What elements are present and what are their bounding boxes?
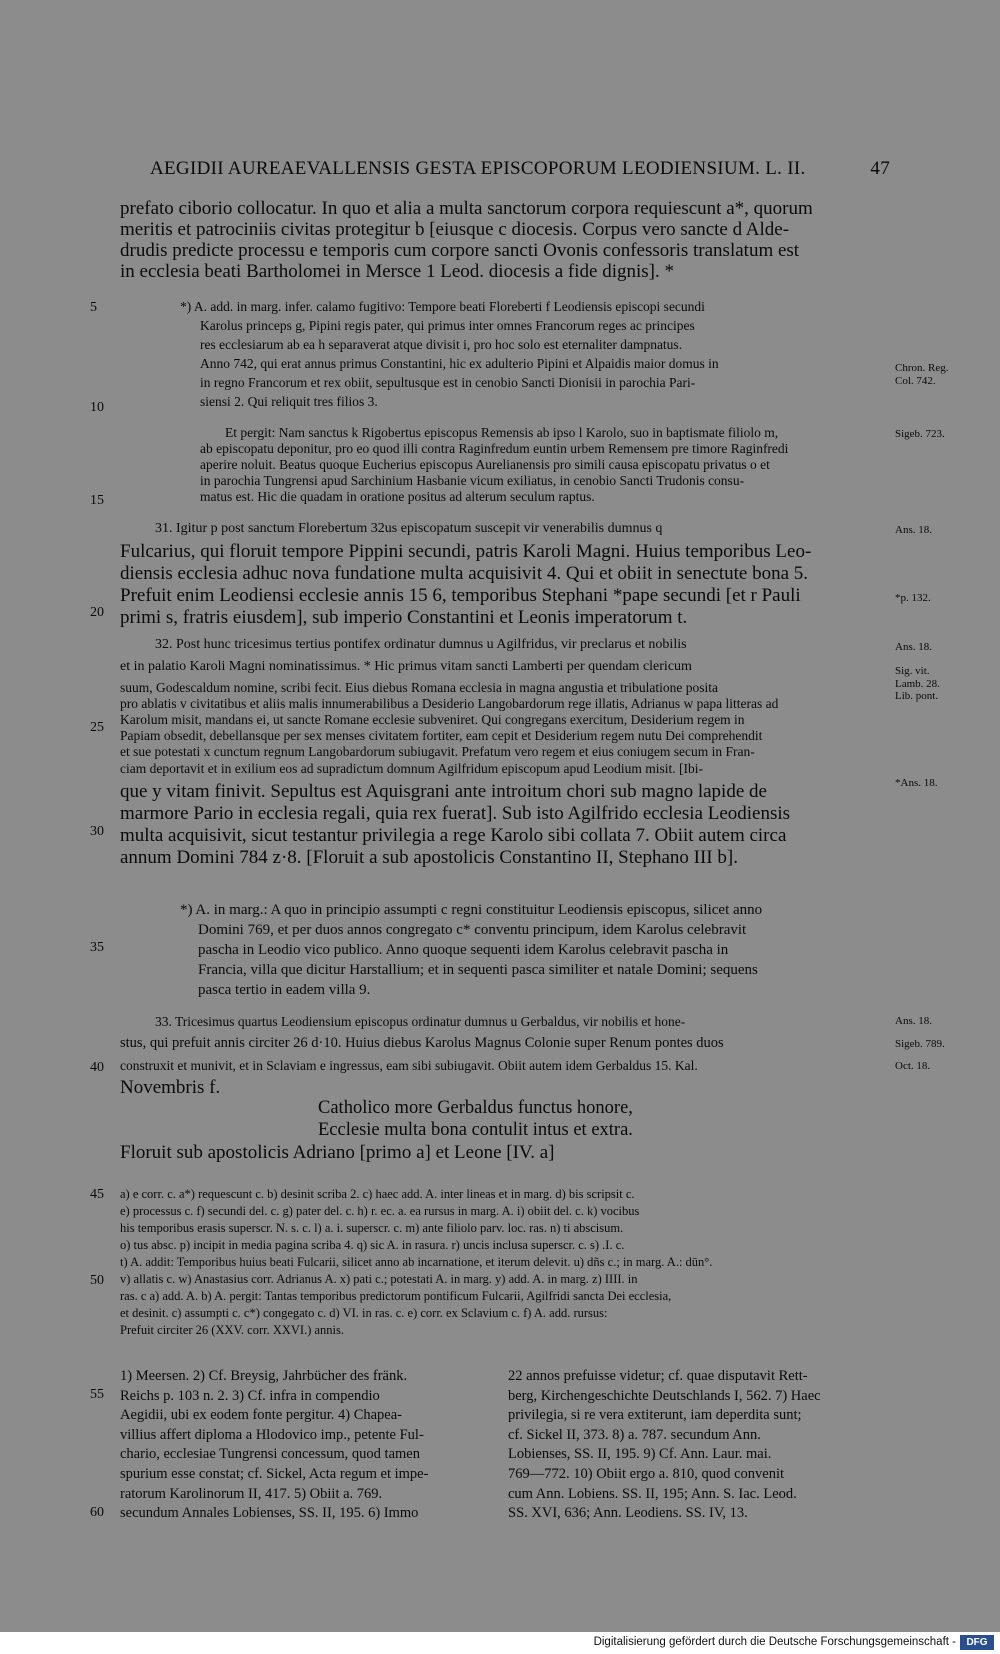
marginal-note: Chron. Reg. bbox=[895, 362, 949, 374]
text-line: primi s, fratris eiusdem], sub imperio Constantini et Leonis imperatorum t. bbox=[120, 607, 688, 628]
verse-line: Catholico more Gerbaldus functus honore, bbox=[318, 1098, 633, 1118]
marginal-note: Oct. 18. bbox=[895, 1060, 931, 1072]
ref-line: chario, ecclesiae Tungrensi concessum, quod tamen bbox=[120, 1446, 420, 1463]
text-line: construxit et munivit, et in Sclaviam e ingressus, eam sibi subiugavit. Obiit autem idem Gerbaldus 15. Kal. bbox=[120, 1058, 698, 1073]
line-number: 25 bbox=[90, 720, 104, 735]
note-line: *) A. in marg.: A quo in principio assumpti c regni constituitur Leodiensis episcopus, silicet anno bbox=[180, 902, 763, 918]
marginal-note: Sigeb. 789. bbox=[895, 1038, 945, 1050]
line-number: 35 bbox=[90, 940, 104, 955]
text-line: stus, qui prefuit annis circiter 26 d·10. Huius diebus Karolus Magnus Colonie super Renum pontes duos bbox=[120, 1035, 724, 1051]
line-number: 50 bbox=[90, 1273, 104, 1288]
text-line: pro ablatis v civitatibus et aliis malis innumerabilibus a Desiderio Langobardorum rege illatis, Adrianus w papa litteras ad bbox=[120, 696, 779, 711]
apparatus-line: Prefuit circiter 26 (XXV. corr. XXVI.) annis. bbox=[120, 1323, 345, 1337]
text-line: et in palatio Karoli Magni nominatissimus. * Hic primus vitam sancti Lamberti per quendam clericum bbox=[120, 659, 692, 674]
marginal-note: *p. 132. bbox=[895, 592, 931, 604]
line-number: 10 bbox=[90, 400, 104, 415]
line-number: 40 bbox=[90, 1060, 104, 1075]
text-line: 31. Igitur p post sanctum Florebertum 32us episcopatum suscepit vir venerabilis dumnus q bbox=[155, 521, 663, 536]
note-line: pasca tertio in eadem villa 9. bbox=[198, 982, 371, 998]
text-line: multa acquisivit, sicut testantur privilegia a rege Karolo sibi collata 7. Obiit autem circa bbox=[120, 825, 787, 846]
text-line: suum, Godescaldum nomine, scribi fecit. Eius diebus Romana ecclesia in magna angustia et tribulatione posita bbox=[120, 680, 718, 695]
apparatus-line: t) A. addit: Temporibus huius beati Fulcarii, silicet anno ab incarnatione, et iterum delevit. u) dñs c.; in marg. A.: dūn°. bbox=[120, 1255, 713, 1269]
note-line: in parochia Tungrensi apud Sarchinium Hasbanie vicum exiliatus, in cenobio Sancti Trudonis consu- bbox=[200, 473, 745, 488]
note-line: Karolus princeps g, Pipini regis pater, qui primus inter omnes Francorum reges ac principes bbox=[200, 318, 695, 333]
line-number: 30 bbox=[90, 824, 104, 839]
ref-line: villius affert diploma a Hlodovico imp., petente Ful- bbox=[120, 1426, 424, 1443]
note-line: in regno Francorum et rex obiit, sepultusque est in cenobio Sancti Dionisii in parochia Pari- bbox=[200, 375, 696, 390]
ref-line: 769—772. 10) Obiit ergo a. 810, quod convenit bbox=[508, 1465, 785, 1482]
note-line: Domini 769, et per duos annos congregato c* conventu principum, idem Karolus celebravit bbox=[198, 922, 747, 938]
line-number: 20 bbox=[90, 605, 104, 620]
note-line: matus est. Hic die quadam in oratione positus ad alterum seculum raptus. bbox=[200, 489, 595, 504]
marginal-note: Sigeb. 723. bbox=[895, 428, 945, 440]
line-number: 5 bbox=[90, 300, 97, 315]
verse-line: Ecclesie multa bona contulit intus et extra. bbox=[318, 1120, 633, 1140]
marginal-note: *Ans. 18. bbox=[895, 777, 938, 789]
marginal-note: Sig. vit. bbox=[895, 665, 930, 677]
ref-line: secundum Annales Lobienses, SS. II, 195. 6) Immo bbox=[120, 1505, 419, 1522]
ref-line: cum Ann. Lobiens. SS. II, 195; Ann. S. Iac. Leod. bbox=[508, 1485, 797, 1502]
line-number: 45 bbox=[90, 1187, 104, 1202]
apparatus-line: a) e corr. c. a*) requescunt c. b) desinit scriba 2. c) haec add. A. inter lineas et in marg. d) bis scripsit c. bbox=[120, 1187, 635, 1201]
ref-line: spurium esse constat; cf. Sickel, Acta regum et impe- bbox=[120, 1465, 429, 1482]
digitization-footer bbox=[0, 1632, 1000, 1654]
line-number: 60 bbox=[90, 1505, 104, 1520]
ref-line: SS. XVI, 636; Ann. Leodiens. SS. IV, 13. bbox=[508, 1505, 748, 1522]
line-number: 55 bbox=[90, 1387, 104, 1402]
apparatus-line: o) tus absc. p) incipit in media pagina scriba 4. q) sic A. in rasura. r) uncis inclusa superscr. c. s) .I. c. bbox=[120, 1238, 625, 1252]
apparatus-line: et desinit. c) assumpti c. c*) congegato c. d) VI. in ras. c. e) corr. ex Sclavium c. f) A. add. rursus: bbox=[120, 1306, 608, 1320]
note-line: aperire noluit. Beatus quoque Eucherius episcopus Aurelianensis pro simili causa episcopatu privatus o et bbox=[200, 457, 770, 472]
ref-line: Lobienses, SS. II, 195. 9) Cf. Ann. Laur. mai. bbox=[508, 1446, 772, 1463]
ref-line: privilegia, si re vera extiterunt, iam deperdita sunt; bbox=[508, 1407, 802, 1424]
marginal-note: Ans. 18. bbox=[895, 1015, 932, 1027]
line-number: 15 bbox=[90, 493, 104, 508]
running-header bbox=[150, 158, 890, 180]
text-line: ciam deportavit et in exilium eos ad supradictum domnum Agilfridum episcopum apud Leodium misit. [Ibi- bbox=[120, 761, 704, 776]
ref-line: Reichs p. 103 n. 2. 3) Cf. infra in compendio bbox=[120, 1387, 380, 1404]
marginal-note: Ans. 18. bbox=[895, 524, 932, 536]
note-line: Et pergit: Nam sanctus k Rigobertus episcopus Remensis ab ipso l Karolo, suo in baptismate filiolo m, bbox=[225, 425, 779, 440]
note-line: *) A. add. in marg. infer. calamo fugitivo: Tempore beati Floreberti f Leodiensis episcopi secundi bbox=[180, 299, 705, 314]
ref-line: 22 annos prefuisse videtur; cf. quae disputavit Rett- bbox=[508, 1368, 808, 1384]
text-line: 33. Tricesimus quartus Leodiensium episcopus ordinatur dumnus u Gerbaldus, vir nobilis et hone- bbox=[155, 1014, 686, 1029]
text-line: Karolum misit, mandans ei, ut sancte Romane ecclesie subveniret. Qui congregans exercitum, Desiderium regem in bbox=[120, 712, 745, 727]
note-line: res ecclesiarum ab ea h separaverat atque divisit i, pro hoc solo est eternaliter dampnatus. bbox=[200, 337, 683, 352]
dfg-logo: DFG bbox=[960, 1635, 994, 1650]
text-line: Papiam obsedit, debellansque per sex menses civitatem fortiter, eam cepit et Desiderium regem nutu Dei comprehendit bbox=[120, 728, 763, 743]
running-title: AEGIDII AUREAEVALLENSIS GESTA EPISCOPORUM LEODIENSIUM. L. II. bbox=[150, 158, 806, 179]
note-line: ab episcopatu deponitur, pro eo quod illi contra Raginfredum euntin urbem Remensem pre timore Raginfredi bbox=[200, 441, 789, 456]
text-line: Floruit sub apostolicis Adriano [primo a] et Leone [IV. a] bbox=[120, 1142, 555, 1163]
apparatus-line: e) processus c. f) secundi del. c. g) pater del. c. h) r. ec. a. ea rursus in marg. A. i) obiit del. c. k) vocibus bbox=[120, 1204, 640, 1218]
apparatus-line: ras. c a) add. A. b) A. pergit: Tantas temporibus predictorum pontificum Fulcarii, Agilfridi sancta Dei ecclesia, bbox=[120, 1289, 672, 1303]
ref-line: cf. Sickel II, 373. 8) a. 787. secundum Ann. bbox=[508, 1426, 761, 1443]
text-line: Novembris f. bbox=[120, 1077, 221, 1098]
ref-line: ratorum Karolinorum II, 417. 5) Obiit a. 769. bbox=[120, 1485, 383, 1502]
text-line: diensis ecclesia adhuc nova fundatione multa acquisivit 4. Qui et obiit in senectute bona 5. bbox=[120, 563, 809, 584]
note-line: Anno 742, qui erat annus primus Constantini, hic ex adulterio Pipini et Alpaidis maior domus in bbox=[200, 356, 719, 371]
text-line: meritis et patrociniis civitas protegitur b [eiusque c diocesis. Corpus vero sancte d Alde- bbox=[120, 219, 790, 240]
references-left-column bbox=[120, 1367, 500, 1524]
text-line: Fulcarius, qui floruit tempore Pippini secundi, patris Karoli Magni. Huius temporibus Leo- bbox=[120, 541, 812, 562]
text-line: et sue potestati x cunctum regnum Langobardorum subiugavit. Prefatum vero regem et eius coniugem secum in Fran- bbox=[120, 744, 755, 759]
text-line: 32. Post hunc tricesimus tertius pontifex ordinatur dumnus u Agilfridus, vir preclarus et nobilis bbox=[155, 637, 687, 652]
apparatus-line: v) allatis c. w) Anastasius corr. Adrianus A. x) pati c.; potestati A. in marg. y) add. A. in marg. z) IIII. in bbox=[120, 1272, 638, 1286]
ref-line: 1) Meersen. 2) Cf. Breysig, Jahrbücher des fränk. bbox=[120, 1368, 408, 1384]
text-line: drudis predicte processu e temporis cum corpore sancti Ovonis confessoris translatum est bbox=[120, 240, 800, 261]
ref-line: berg, Kirchengeschichte Deutschlands I, 562. 7) Haec bbox=[508, 1387, 821, 1404]
text-line: que y vitam finivit. Sepultus est Aquisgrani ante introitum chori sub magno lapide de bbox=[120, 781, 767, 802]
text-line: annum Domini 784 z·8. [Floruit a sub apostolicis Constantino II, Stephano III b]. bbox=[120, 847, 738, 868]
text-line: in ecclesia beati Bartholomei in Mersce 1 Leod. diocesis a fide dignis]. * bbox=[120, 261, 674, 282]
ref-line: Aegidii, ubi ex eodem fonte pergitur. 4) Chapea- bbox=[120, 1407, 402, 1424]
references-right-column bbox=[508, 1367, 888, 1524]
marginal-note: Lib. pont. bbox=[895, 690, 939, 702]
marginal-note: Col. 742. bbox=[895, 375, 936, 387]
text-line: Prefuit enim Leodiensi ecclesie annis 15 6, temporibus Stephani *pape secundi [et r Pauli bbox=[120, 585, 801, 606]
page-number: 47 bbox=[870, 158, 890, 179]
note-line: Francia, villa que dicitur Harstallium; et in sequenti pasca similiter et natale Domini; sequens bbox=[198, 962, 758, 978]
marginal-note: Ans. 18. bbox=[895, 641, 932, 653]
note-line: siensi 2. Qui reliquit tres filios 3. bbox=[200, 394, 378, 409]
text-line: prefato ciborio collocatur. In quo et alia a multa sanctorum corpora requiescunt a*, quorum bbox=[120, 198, 813, 219]
marginal-note: Lamb. 28. bbox=[895, 678, 940, 690]
note-line: pascha in Leodio vico publico. Anno quoque sequenti idem Karolus celebravit pascha in bbox=[198, 942, 729, 958]
text-line: marmore Pario in ecclesia regali, quia rex fuerat]. Sub isto Agilfrido ecclesia Leodiensis bbox=[120, 803, 791, 824]
apparatus-line: his temporibus erasis superscr. N. s. c. l) a. i. superscr. c. m) ante filiolo parv. loc. ras. n) ti abscisum. bbox=[120, 1221, 624, 1235]
funding-notice: Digitalisierung gefördert durch die Deutsche Forschungsgemeinschaft - bbox=[593, 1636, 956, 1648]
